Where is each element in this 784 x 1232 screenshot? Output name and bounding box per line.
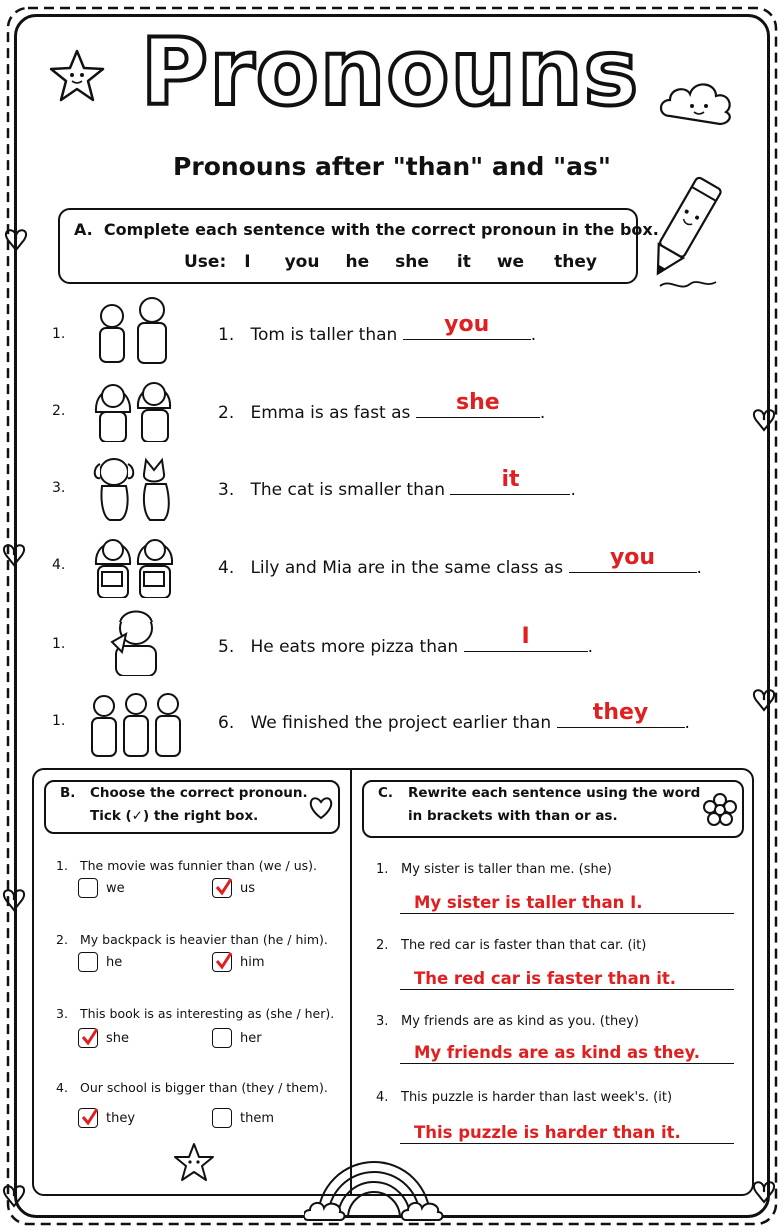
section-a-box	[58, 208, 659, 284]
question	[376, 862, 612, 877]
option-label: us	[240, 880, 256, 896]
item-number: 4.	[52, 557, 66, 573]
section-a-instruction-text: Complete each sentence with the correct pronoun in the box.	[103, 220, 659, 239]
option-label: we	[106, 880, 125, 896]
word-bank	[184, 252, 597, 272]
option-label: him	[240, 954, 265, 970]
item-number: 1.	[52, 713, 66, 729]
answer-text: The red car is faster than it.	[414, 969, 677, 988]
question	[376, 1014, 639, 1029]
question-text: Our school is bigger than (they / them).	[80, 1080, 328, 1095]
option[interactable]	[212, 952, 265, 972]
three-kids-icon	[86, 688, 186, 758]
page-subtitle: Pronouns after "than" and "as"	[173, 152, 611, 181]
sentence-end: .	[539, 403, 546, 423]
question	[376, 1090, 672, 1105]
option-label: she	[106, 1030, 130, 1046]
question-number: 4.	[376, 1090, 389, 1105]
question-number: 1.	[376, 862, 389, 877]
question	[56, 1080, 328, 1095]
checkbox[interactable]	[78, 952, 98, 972]
question	[376, 938, 646, 953]
question-text: My backpack is heavier than (he / him).	[80, 932, 328, 947]
sentence-end: .	[530, 325, 537, 345]
answer-text: she	[455, 390, 500, 415]
sentence-end: .	[587, 637, 593, 657]
answer-text: I	[521, 624, 530, 649]
word-bank-word: she	[395, 252, 429, 272]
option-label: them	[240, 1110, 274, 1126]
question-text: This book is as interesting as (she / her).	[80, 1006, 335, 1021]
section-a-letter: A.	[74, 220, 93, 239]
sentence-number: 3.	[218, 480, 235, 500]
flower-icon	[702, 792, 738, 828]
checkbox-checked[interactable]	[78, 1028, 98, 1048]
answer-line[interactable]	[400, 888, 734, 914]
question-text: The movie was funnier than (we / us).	[80, 858, 318, 873]
question	[56, 1006, 334, 1021]
star-icon	[172, 1142, 216, 1184]
section-b	[32, 768, 352, 1196]
answer-text: you	[609, 545, 656, 570]
question	[56, 932, 328, 947]
girls-icon	[86, 372, 186, 442]
section-c	[350, 768, 754, 1196]
sentence-number: 4.	[218, 558, 235, 578]
question-number: 3.	[56, 1006, 68, 1021]
option-label: her	[240, 1030, 262, 1046]
sentence	[218, 390, 546, 423]
word-bank-word: they	[554, 252, 597, 272]
sentence-text: The cat is smaller than	[250, 480, 446, 500]
section-c-line1: Rewrite each sentence using the word	[408, 785, 701, 801]
checkbox[interactable]	[78, 878, 98, 898]
checkmark-icon	[215, 877, 233, 897]
option[interactable]	[212, 1108, 274, 1128]
checkbox-checked[interactable]	[212, 878, 232, 898]
checkbox[interactable]	[212, 1108, 232, 1128]
question-number: 2.	[376, 938, 389, 953]
item-number: 1.	[52, 636, 66, 652]
star-icon	[48, 48, 106, 104]
sentence-number: 1.	[218, 325, 235, 345]
sentence-text: Lily and Mia are in the same class as	[250, 558, 564, 578]
answer-blank[interactable]	[416, 390, 540, 418]
word-bank-word: you	[284, 252, 320, 272]
sentence-end: .	[684, 713, 690, 733]
section-b-letter: B.	[60, 785, 76, 801]
question	[56, 858, 317, 873]
sentence-number: 6.	[218, 713, 235, 733]
option-label: he	[106, 954, 123, 970]
answer-text: This puzzle is harder than it.	[414, 1123, 681, 1142]
answer-text: My sister is taller than I.	[414, 893, 643, 912]
section-b-header	[44, 780, 340, 834]
question-text: My sister is taller than me. (she)	[401, 862, 612, 877]
option[interactable]	[212, 1028, 262, 1048]
rainbow-icon	[304, 1138, 444, 1224]
sentence-text: He eats more pizza than	[250, 637, 459, 657]
item-number: 1.	[52, 326, 66, 342]
sentence-end: .	[696, 558, 702, 578]
option[interactable]	[78, 1108, 135, 1128]
answer-text: they	[592, 700, 649, 725]
sentence-text: We finished the project earlier than	[250, 713, 552, 733]
page-title: Pronouns	[140, 19, 640, 126]
cloud-icon	[656, 70, 742, 126]
answer-text: you	[444, 312, 490, 337]
sentence	[218, 700, 690, 733]
checkmark-icon	[215, 951, 233, 971]
item-number: 2.	[52, 403, 66, 419]
section-b-line1: Choose the correct pronoun.	[90, 785, 308, 801]
sentence	[218, 624, 593, 657]
question-number: 4.	[56, 1080, 68, 1095]
word-bank-word: he	[345, 252, 370, 272]
checkmark-icon	[81, 1107, 99, 1127]
question-number: 2.	[56, 932, 68, 947]
checkbox-checked[interactable]	[78, 1108, 98, 1128]
answer-blank[interactable]	[569, 545, 697, 573]
word-bank-word: it	[456, 252, 471, 272]
boys-icon	[86, 294, 186, 364]
answer-blank[interactable]	[450, 467, 570, 495]
answer-line[interactable]	[400, 1118, 734, 1144]
section-c-line2: in brackets with than or as.	[408, 808, 618, 824]
question-text: My friends are as kind as you. (they)	[401, 1014, 639, 1029]
question-number: 1.	[56, 858, 68, 873]
checkbox-checked[interactable]	[212, 952, 232, 972]
word-bank-word: we	[496, 252, 525, 272]
question-text: This puzzle is harder than last week's. (it)	[401, 1090, 673, 1105]
answer-blank[interactable]	[464, 624, 588, 652]
question-number: 3.	[376, 1014, 389, 1029]
question-text: The red car is faster than that car. (it)	[401, 938, 647, 953]
girls-reading-icon	[86, 528, 186, 598]
answer-blank[interactable]	[557, 700, 685, 728]
option[interactable]	[78, 878, 125, 898]
answer-line[interactable]	[400, 1038, 734, 1064]
sentence-end: .	[570, 480, 576, 500]
answer-line[interactable]	[400, 964, 734, 990]
sentence-text: Emma is as fast as	[250, 403, 411, 423]
word-bank-label: Use:	[184, 252, 227, 272]
sentence	[218, 545, 702, 578]
option[interactable]	[78, 1028, 129, 1048]
section-b-line2: Tick (✓) the right box.	[90, 808, 259, 824]
sentence	[218, 467, 576, 500]
answer-text: My friends are as kind as they.	[414, 1043, 701, 1062]
sentence-text: Tom is taller than	[250, 325, 398, 345]
word-bank-word: I	[244, 252, 251, 272]
answer-text: it	[501, 467, 520, 492]
sentence-number: 2.	[218, 403, 235, 423]
option[interactable]	[78, 952, 122, 972]
dog-cat-icon	[86, 452, 186, 522]
section-c-header	[362, 780, 744, 838]
option-label: they	[106, 1110, 136, 1126]
option[interactable]	[212, 878, 255, 898]
item-number: 3.	[52, 480, 66, 496]
boy-eating-icon	[86, 606, 186, 676]
checkbox[interactable]	[212, 1028, 232, 1048]
sentence-number: 5.	[218, 637, 235, 657]
sentence	[218, 312, 537, 345]
section-a-instruction	[74, 220, 659, 239]
answer-blank[interactable]	[403, 312, 531, 340]
section-c-letter: C.	[378, 785, 394, 801]
checkmark-icon	[81, 1027, 99, 1047]
heart-icon	[308, 796, 334, 820]
